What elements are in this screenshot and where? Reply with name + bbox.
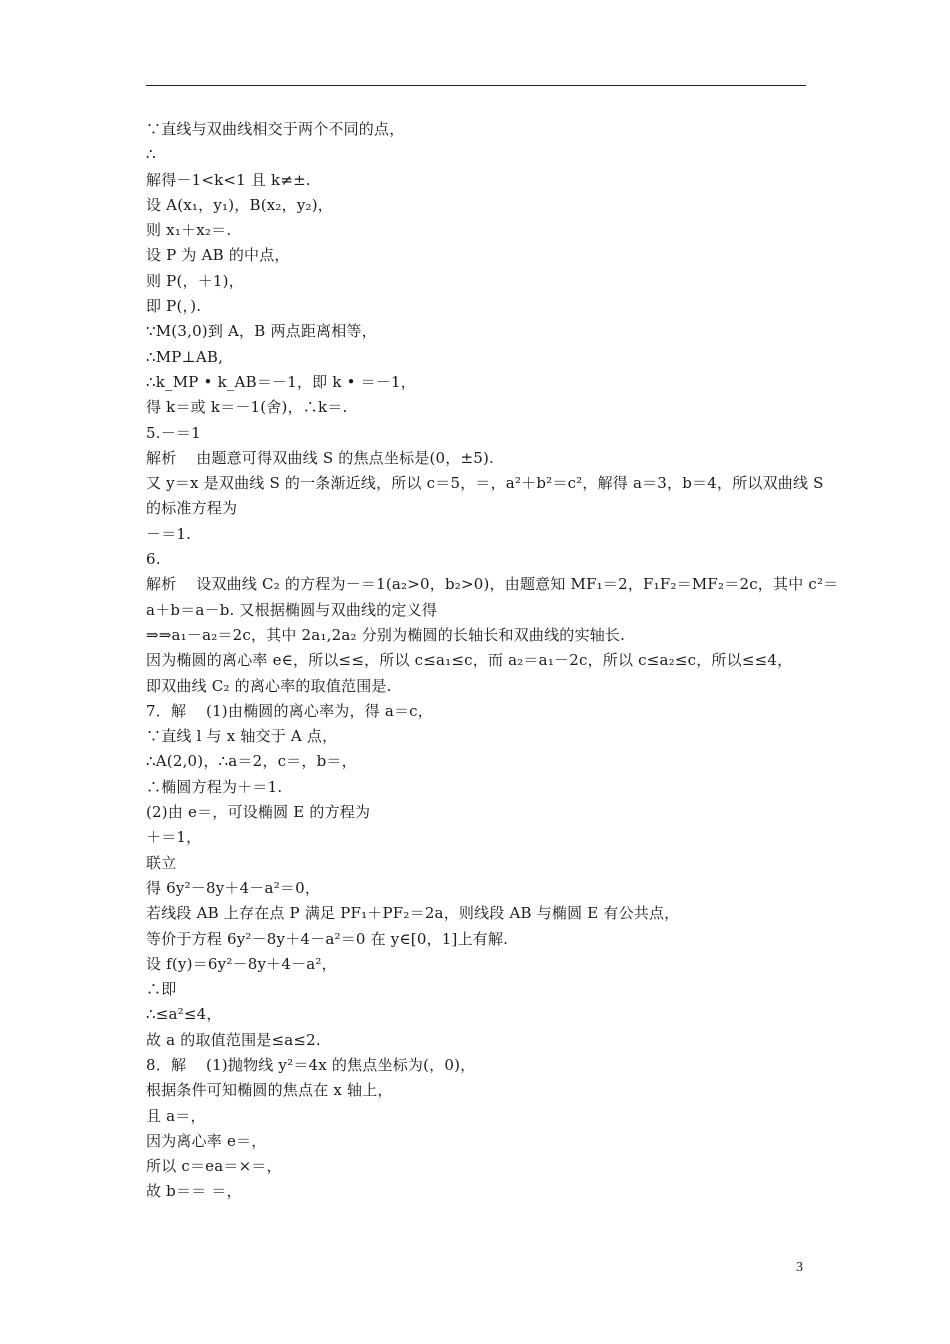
text-line: ∵直线与双曲线相交于两个不同的点， [146,120,405,138]
text-line: ∴MP⊥AB, [146,347,224,366]
text-line: 的标准方程为 [146,499,238,518]
text-line: 则 x₁＋x₂＝. [146,221,232,240]
text-line: ∵直线 l 与 x 轴交于 A 点， [146,727,338,746]
text-line: 即 P(，). [146,297,202,316]
text-line: ∴k_MP • k_AB＝－1，即 k • ＝－1， [146,372,416,391]
text-line: 设 P 为 AB 的中点， [146,246,290,265]
text-line: 因为离心率 e＝， [146,1131,267,1150]
text-line: 7．解 (1)由椭圆的离心率为，得 a＝c， [146,701,433,720]
text-line: 根据条件可知椭圆的焦点在 x 轴上， [146,1081,393,1100]
text-line: ∴A(2,0)，∴a＝2，c＝，b＝， [146,752,357,771]
text-line: a＋b＝a－b. 又根据椭圆与双曲线的定义得 [146,600,438,619]
text-line: 所以 c＝ea＝×＝， [146,1157,282,1176]
text-line: 解得－1<k<1 且 k≠±. [146,170,311,189]
text-line: 因为椭圆的离心率 e∈，所以≤≤，所以 c≤a₁≤c，而 a₂＝a₁－2c，所以 c≤a₂≤c，所以≤≤4， [146,651,793,670]
text-line: ∴ [146,145,156,164]
text-line: 若线段 AB 上存在点 P 满足 PF₁＋PF₂＝2a，则线段 AB 与椭圆 E 有公共点， [146,904,680,923]
text-line: ∴椭圆方程为＋＝1. [146,777,283,796]
text-line: 解析 由题意可得双曲线 S 的焦点坐标是(0，±5). [146,448,495,467]
text-line: 则 P(，＋1)， [146,271,244,290]
text-line: 解析 设双曲线 C₂ 的方程为－＝1(a₂>0，b₂>0)，由题意知 MF₁＝2，F₁F₂＝MF₂＝2c，其中 c²＝ [146,575,839,594]
text-line: (2)由 e＝，可设椭圆 E 的方程为 [146,803,371,822]
text-line: 联立 [146,853,177,872]
text-line: 设 f(y)＝6y²－8y＋4－a²， [146,954,337,973]
text-line: 等价于方程 6y²－8y＋4－a²＝0 在 y∈[0，1]上有解. [146,929,509,948]
text-line: 得 6y²－8y＋4－a²＝0， [146,878,321,897]
document-body [146,117,839,1205]
text-line: 5.－＝1 [146,423,201,442]
text-line: ∴即 [146,980,177,999]
text-line: ＋＝1， [146,828,202,847]
text-line: 且 a＝， [146,1106,206,1125]
text-line: 得 k＝或 k＝－1(舍)，∴k＝. [146,398,348,417]
text-line: 设 A(x₁，y₁)，B(x₂，y₂)， [146,195,333,214]
text-line: ∴≤a²≤4， [146,1005,222,1024]
text-line: 6. [146,550,161,569]
text-line: 故 b＝＝ ＝， [146,1182,242,1201]
header-rule [146,85,806,86]
text-line: ∵M(3,0)到 A，B 两点距离相等， [146,322,377,341]
text-line: 故 a 的取值范围是≤a≤2. [146,1030,321,1049]
text-line: －＝1. [146,524,192,543]
text-line: ⇒⇒a₁－a₂＝2c，其中 2a₁,2a₂ 分别为椭圆的长轴长和双曲线的实轴长. [146,625,626,644]
page-number: 3 [796,1260,803,1275]
text-line: 即双曲线 C₂ 的离心率的取值范围是. [146,676,392,695]
text-line: 8．解 (1)抛物线 y²＝4x 的焦点坐标为(，0)， [146,1055,476,1074]
text-line: 又 y＝x 是双曲线 S 的一条渐近线，所以 c＝5，＝，a²＋b²＝c²，解得 a＝3，b＝4，所以双曲线 S [146,474,824,493]
